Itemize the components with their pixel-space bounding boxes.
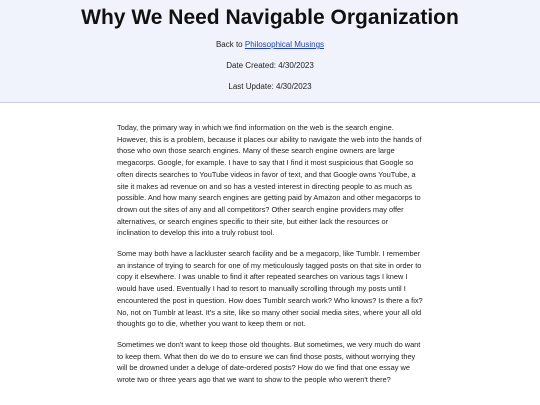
date-created: Date Created: 4/30/2023 (226, 61, 314, 70)
back-link-line (0, 40, 540, 50)
philosophical-musings-link[interactable]: Philosophical Musings (244, 40, 325, 49)
back-prefix: Back to (215, 40, 243, 49)
article-paragraph: Today, the primary way in which we find information on the web is the search engine. However, this is a problem, because it places our ability to navigate the web into the hands of those who own those search engines. Many of these search engine owners are large megacorps. Google, for example. I have to say that I find it most suspicious that Google so often directs searches to YouTube videos in favor of text, and that Google owns YouTube, a site it makes ad revenue on and so has a vested interest in directing people to as much as possible. And how many search engines are getting paid by Amazon and other megacorps to drown out the sites of any and all competitors? Other search engine providers may offer alternatives, or search engines specific to their site, but either lack the resources or inclination to develop this into a truly robust tool. (117, 123, 422, 238)
article-paragraph: Sometimes we don't want to keep those old thoughts. But sometimes, we very much do want to keep them. What then do we do to ensure we can find those posts, without worrying they will be drowned under a deluge of date-ordered posts? How do we find that one essay we wrote two or three years ago that we want to show to the people who weren't there? (117, 339, 421, 385)
article-body (117, 103, 423, 386)
page-header (0, 0, 540, 103)
article-paragraph: Some may both have a lackluster search facility and be a megacorp, like Tumblr. I remember an instance of trying to search for one of my meticulously tagged posts on that site in order to copy it elsewhere. I was unable to find it after repeated searches on various tags I knew I would have used. Eventually I had to resort to manually scrolling through my posts until I encountered the post in question. How does Tumblr search work? Who knows? Is there a fix? No, not on Tumblr at least. It's a site, like so many other social media sites, where your all old thoughts go to die, whether you want to keep them or not. (117, 249, 423, 329)
page-title: Why We Need Navigable Organization (81, 6, 459, 29)
last-update: Last Update: 4/30/2023 (228, 82, 312, 91)
